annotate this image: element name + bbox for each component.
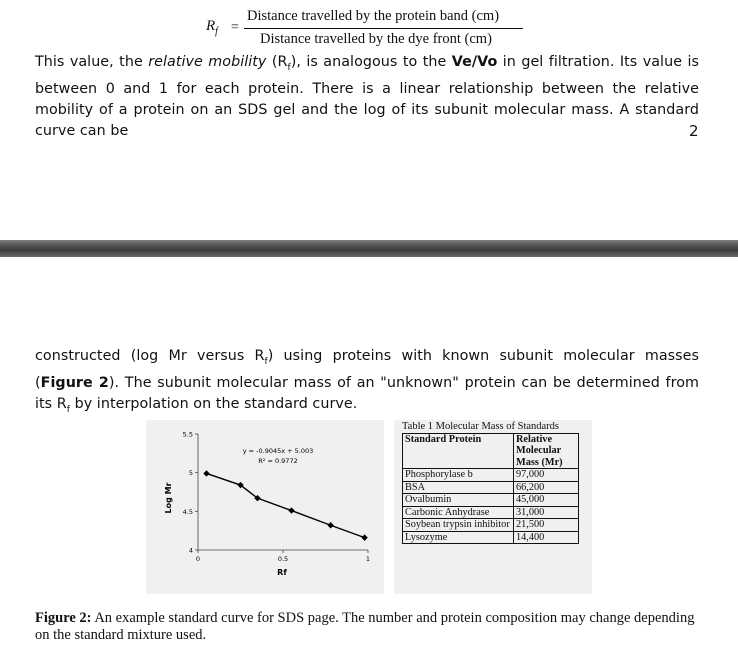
molecular-mass-cell: 31,000 [514,506,579,519]
protein-name-cell: Phosphorylase b [403,469,514,482]
molecular-mass-cell: 97,000 [514,469,579,482]
y-axis-label: Log Mr [164,482,173,514]
molecular-mass-cell: 66,200 [514,481,579,494]
molecular-mass-cell: 45,000 [514,494,579,507]
standards-table-panel [394,420,592,594]
x-axis-label: Rf [277,568,287,577]
data-point [203,470,209,476]
fraction-bar [244,28,523,29]
table-row [403,519,579,532]
y-tick-label: 5 [188,469,193,478]
y-tick-label: 5.5 [182,430,193,439]
table-row [403,481,579,494]
standard-curve-chart [146,420,384,594]
standards-table [402,421,579,544]
formula-rf-symbol: $R_f$ [206,18,218,37]
data-point [327,522,333,528]
table-row [403,531,579,544]
equation-label: y = -0.9045x + 5.003 [242,447,314,455]
chart-svg [146,420,384,594]
molecular-mass-cell: 21,500 [514,519,579,532]
data-point [288,507,294,513]
table-row [403,494,579,507]
table-header-protein: Standard Protein [403,433,514,469]
table-row [403,469,579,482]
protein-name-cell: Carbonic Anhydrase [403,506,514,519]
protein-name-cell: Ovalbumin [403,494,514,507]
data-point [361,534,367,540]
table-caption: Table 1 Molecular Mass of Standards [402,421,560,432]
formula-equals: = [231,20,239,35]
table-header-mass: Relative Molecular Mass (Mr) [514,433,579,469]
page-separator [0,240,738,257]
paragraph-relative-mobility: This value, the relative mobility $(R_f)$, is analogous to the Ve/Vo in gel filtration. Its value is between 0 and 1 for each protein. There is a linear relationship between the relative mobility of a protein on an SDS gel and the log of its subunit molecular mass. A standard curve can be [35,54,699,139]
protein-name-cell: BSA [403,481,514,494]
table-row [403,506,579,519]
protein-name-cell: Soybean trypsin inhibitor [403,519,514,532]
x-tick-label: 0 [195,555,201,563]
paragraph-standard-curve: constructed (log Mr versus $R_f$) using proteins with known subunit molecular masses (Figure 2). The subunit molecular mass of an "unknown" protein can be determined from its $R_f$ by interpolation on the standard curve. [35,348,699,415]
page-number: 2 [689,122,699,140]
y-tick-label: 4 [188,546,193,555]
series-line [207,473,365,537]
formula-denominator: Distance travelled by the dye front (cm) [260,31,492,47]
y-tick-label: 4.5 [182,507,193,516]
figure-caption: Figure 2: An example standard curve for SDS page. The number and protein composition may change depending on the standard mixture used. [35,610,695,643]
r-squared-label: R² = 0.9772 [258,457,298,465]
protein-name-cell: Lysozyme [403,531,514,544]
molecular-mass-cell: 14,400 [514,531,579,544]
x-tick-label: 1 [365,555,371,563]
x-tick-label: 0.5 [277,555,289,563]
formula-numerator: Distance travelled by the protein band (cm) [247,8,500,24]
